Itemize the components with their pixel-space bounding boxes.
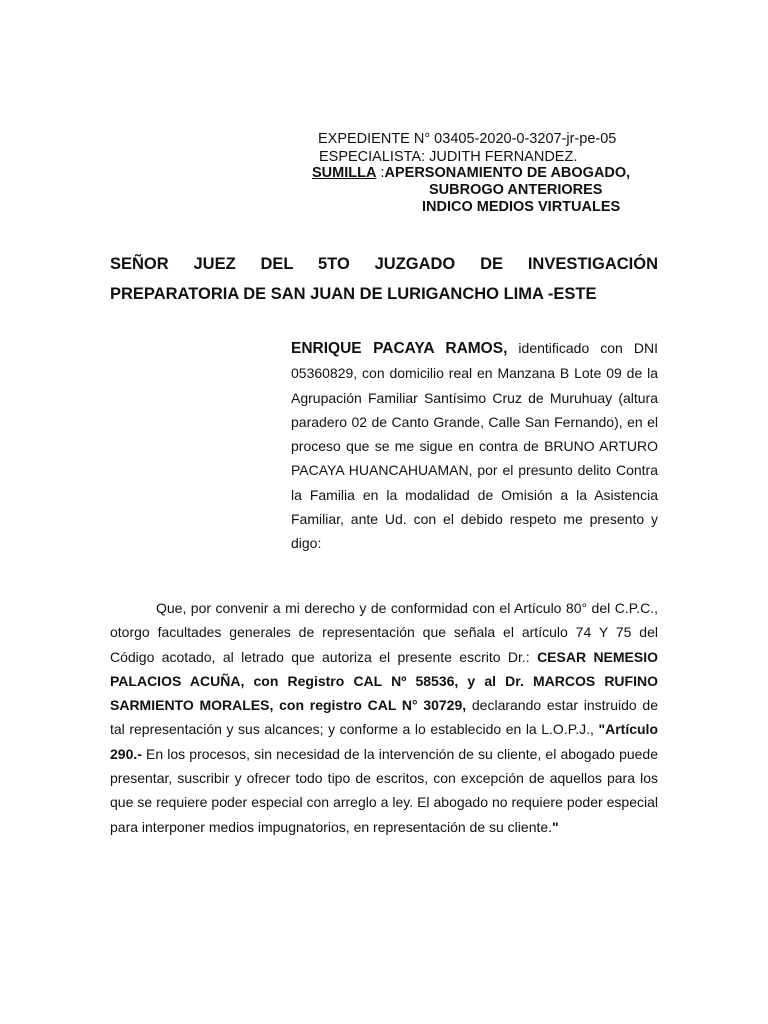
body-text-a: Que, por convenir a mi derecho y de conformidad con el Artículo 80° del C.P.C., otorgo facultades generales de representación que señala el artículo 74 Y 75 del Código acotado, al letrado que autoriza el presente escrito Dr.: (110, 600, 658, 665)
sumilla-label: SUMILLA (312, 165, 377, 181)
sumilla-separator: : (376, 165, 385, 181)
lawyers-names: CESAR NEMESIO PALACIOS ACUÑA, con Registro CAL Nº 58536, y al Dr. MARCOS RUFINO SARMIENTO MORALES, con registro CAL N° 30729, (110, 648, 659, 714)
sumilla-line-2: SUBROGO ANTERIORES (429, 182, 603, 198)
sumilla-line (312, 164, 630, 182)
sumilla-line-3: INDICO MEDIOS VIRTUALES (422, 199, 621, 215)
body-paragraph (110, 596, 658, 839)
addressee (110, 249, 658, 309)
article-text: En los procesos, sin necesidad de la intervención de su cliente, el abogado puede presentar, suscribir y ofrecer todo tipo de escritos, con excepción de aquellos para los que se requiere poder especial con arreglo a ley. El abogado no requiere poder especial para interponer medios impugnatorios, en representación de su cliente. (110, 745, 658, 835)
petitioner-name: ENRIQUE PACAYA RAMOS, (291, 340, 508, 357)
addressee-line-2: PREPARATORIA DE SAN JUAN DE LURIGANCHO LIMA -ESTE (110, 285, 597, 303)
addressee-line-1: SEÑOR JUEZ DEL 5TO JUZGADO DE INVESTIGACIÓN (110, 255, 658, 273)
especialista-line: ESPECIALISTA: JUDITH FERNANDEZ. (319, 149, 578, 165)
expediente-line: EXPEDIENTE N° 03405-2020-0-3207-jr-pe-05 (318, 131, 617, 147)
sumilla-line-1: APERSONAMIENTO DE ABOGADO, (384, 165, 631, 181)
article-ref: "Artículo 290.- (110, 721, 658, 762)
intro-text: identificado con DNI 05360829, con domicilio real en Manzana B Lote 09 de la Agrupación Familiar Santísimo Cruz de Muruhuay (altura paradero 02 de Canto Grande, Calle San Fernando), en el proceso que se me sigue en contra de BRUNO ARTURO PACAYA HUANCAHUAMAN, por el presunto delito Contra la Familia en la modalidad de Omisión a la Asistencia Familiar, ante Ud. con el debido respeto me presento y digo: (291, 340, 658, 552)
body-text-c: declarando estar instruido de tal representación y sus alcances; y conforme a lo establecido en la L.O.P.J., (110, 697, 658, 738)
closing-quote: " (552, 818, 559, 835)
intro-paragraph (291, 336, 658, 556)
